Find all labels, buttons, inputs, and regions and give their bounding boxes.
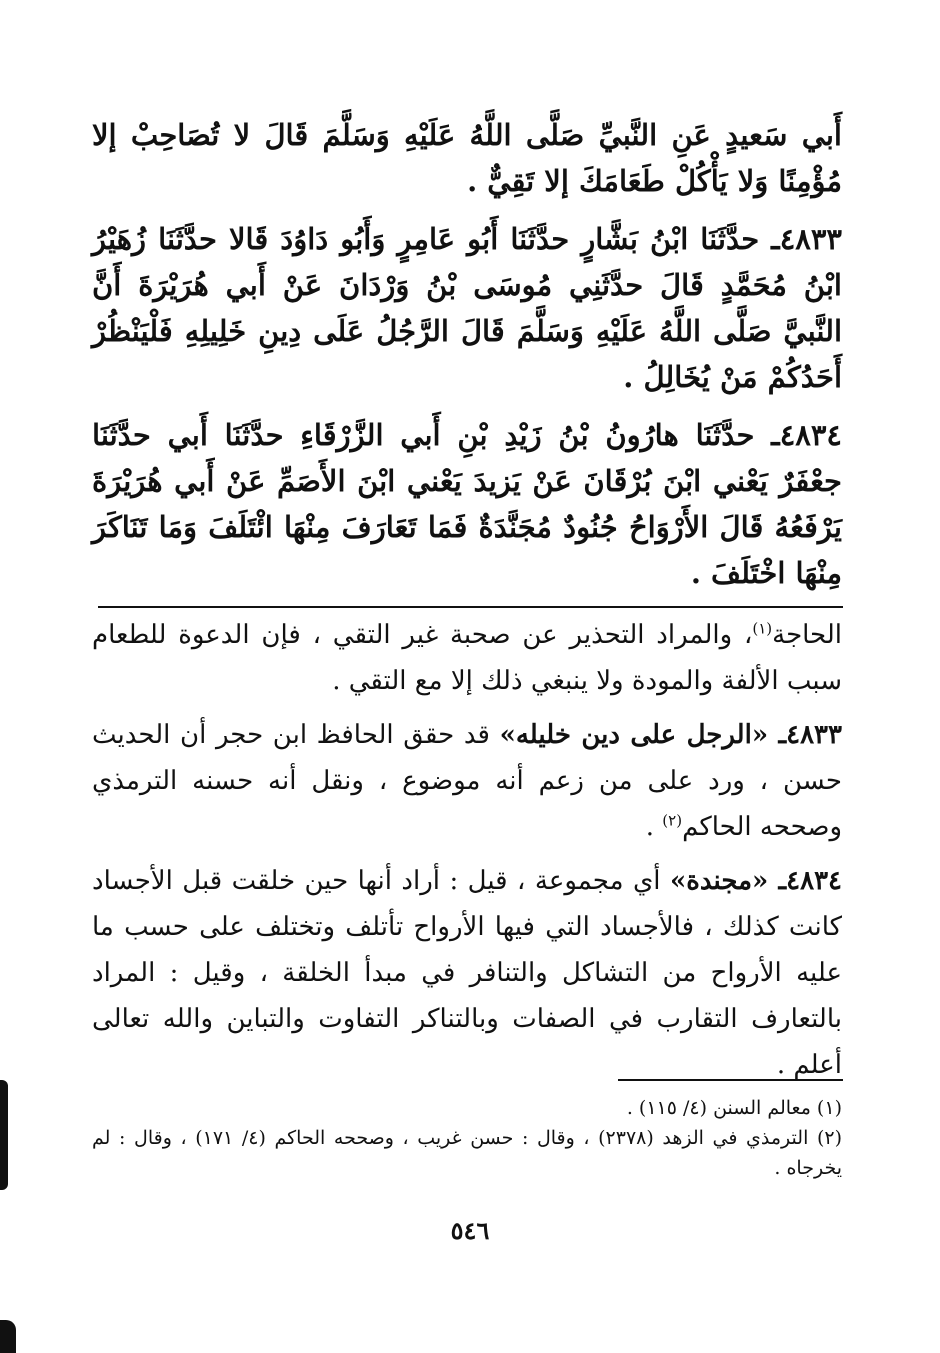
commentary-paragraph-4834: [92, 858, 842, 1088]
note-number: ٤٨٣٣: [786, 720, 842, 750]
hadith-number: ٤٨٣٤: [779, 418, 842, 452]
commentary: [92, 612, 842, 1096]
page-number: ٥٤٦: [450, 1216, 490, 1245]
commentary-text: الحاجة: [772, 620, 842, 650]
note-keyword: ـ «الرجل على دين خليله»: [499, 720, 787, 750]
commentary-divider: [98, 606, 843, 608]
footnotes: [92, 1093, 842, 1183]
commentary-text: قد حقق الحافظ ابن حجر أن الحديث حسن ، ورد على من زعم أنه موضوع ، ونقل أنه حسنه الترمذي وصححه الحاكم: [92, 720, 842, 842]
hadith-number: ٤٨٣٣: [779, 222, 842, 256]
hadith-4833: [92, 216, 842, 400]
note-keyword: ـ «مجندة»: [669, 866, 787, 896]
hadith-continuation: أَبي سَعيدٍ عَنِ النَّبيِّ صَلَّى اللَّهُ عَلَيْهِ وَسَلَّمَ قَالَ لا تُصَاحِبْ إلا مُؤْمِنًا وَلا يَأْكُلْ طَعَامَكَ إلا تَقِيٌّ .: [92, 118, 842, 198]
commentary-paragraph: [92, 612, 842, 704]
hadith-4834: [92, 412, 842, 596]
footnote-1: (١) معالم السنن (٤/ ١١٥) .: [626, 1097, 842, 1119]
footnote-2: (٢) الترمذي في الزهد (٢٣٧٨) ، وقال : حسن غريب ، وصححه الحاكم (٤/ ١٧١) ، وقال : لم يخرجاه .: [92, 1127, 842, 1179]
footnote-marker: (٢): [662, 811, 683, 830]
footnote-marker: (١): [752, 619, 773, 638]
commentary-paragraph-4833: [92, 712, 842, 850]
footnote-divider: [618, 1079, 843, 1081]
hadith-body: ـ حدَّثَنَا هارُونُ بْنُ زَيْدِ بْنِ أَبي الزَّرْقَاءِ حدَّثَنَا أَبي حدَّثَنَا جعْفَرٌ يَعْني ابْنَ بُرْقَانَ عَنْ يَزيدَ يَعْني ابْنَ الأَصَمِّ عَنْ أَبي هُرَيْرَةَ يَرْفَعُهُ قَالَ الأَرْوَاحُ جُنُودٌ مُجَنَّدَةٌ فَمَا تَعَارَفَ مِنْهَا ائْتَلَفَ وَمَا تَنَاكَرَ مِنْهَا اخْتَلَفَ .: [92, 418, 842, 590]
commentary-text: ، والمراد التحذير عن صحبة غير التقي ، فإن الدعوة للطعام سبب الألفة والمودة ولا ينبغي ذلك إلا مع التقي .: [92, 620, 842, 696]
commentary-text: .: [645, 812, 663, 842]
commentary-text: أي مجموعة ، قيل : أراد أنها حين خلقت قبل الأجساد كانت كذلك ، فالأجساد التي فيها الأرواح تأتلف وتختلف على حسب ما عليه الأرواح من التشاكل والتنافر في مبدأ الخلقة ، وقيل : المراد بالتعارف التقارب في الصفات وبالتناكر التفاوت والتباين والله تعالى أعلم .: [92, 866, 842, 1080]
hadith-body: ـ حدَّثَنَا ابْنُ بَشَّارٍ حدَّثَنَا أَبُو عَامِرٍ وَأَبُو دَاوُدَ قَالا حدَّثَنَا زُهَيْرُ ابْنُ مُحَمَّدٍ قَالَ حدَّثَنِي مُوسَى بْنُ وَرْدَانَ عَنْ أَبي هُرَيْرَةَ أَنَّ النَّبيَّ صَلَّى اللَّهُ عَلَيْهِ وَسَلَّمَ قَالَ الرَّجُلُ عَلَى دِينِ خَلِيلِهِ فَلْيَنْظُرْ أَحَدُكُمْ مَنْ يُخَالِلُ .: [92, 222, 842, 394]
hadith-text: [92, 112, 842, 608]
note-number: ٤٨٣٤: [786, 866, 842, 896]
scan-edge-mark: [0, 1320, 16, 1353]
scan-edge-mark: [0, 1080, 8, 1190]
